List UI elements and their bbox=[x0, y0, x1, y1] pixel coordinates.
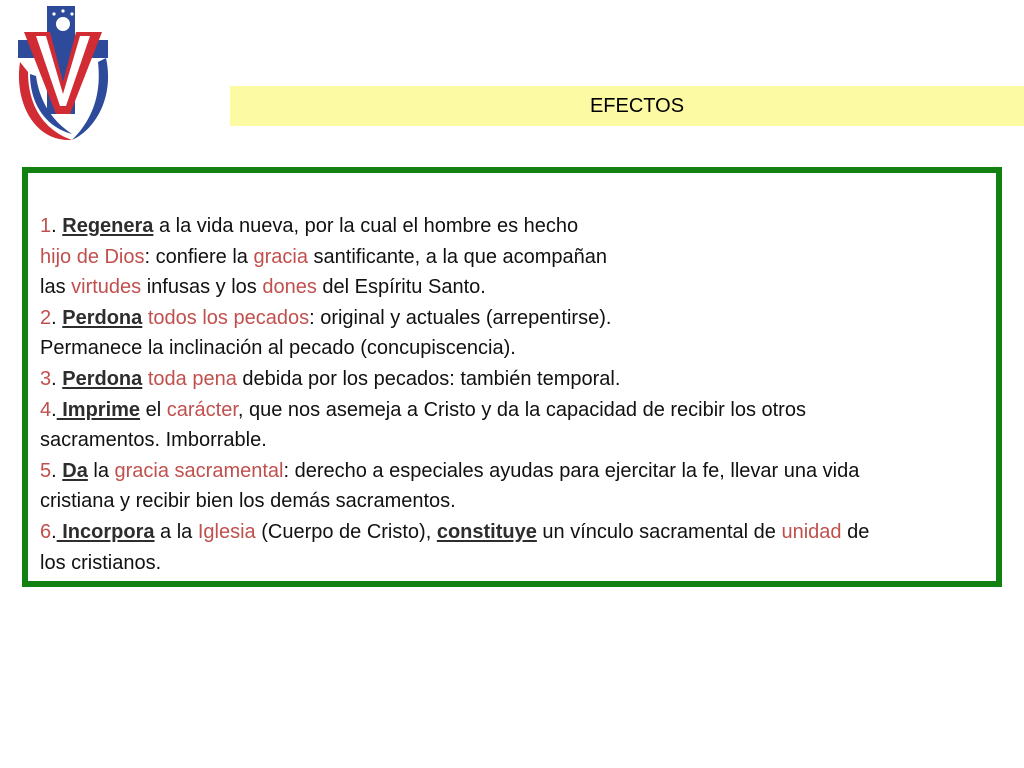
highlight: todos los pecados bbox=[147, 306, 310, 329]
title-bar bbox=[230, 86, 1024, 126]
item-number: 6 bbox=[40, 520, 52, 543]
keyword: Imprime bbox=[56, 398, 141, 421]
item-number: 2 bbox=[40, 306, 52, 329]
highlight: unidad bbox=[781, 520, 842, 543]
diocesan-shield-icon bbox=[14, 2, 112, 150]
list-item-1-line-2: hijo de Dios: confiere la gracia santificante, a la que acompañan bbox=[40, 245, 608, 268]
highlight: virtudes bbox=[71, 276, 142, 299]
highlight: carácter bbox=[166, 398, 238, 421]
content-frame bbox=[22, 167, 1002, 587]
keyword: Perdona bbox=[62, 306, 143, 329]
keyword: constituye bbox=[436, 520, 537, 543]
list-item-1-line-3: las virtudes infusas y los dones del Espíritu Santo. bbox=[40, 276, 486, 299]
highlight: gracia sacramental bbox=[114, 459, 284, 482]
item-number: 1 bbox=[40, 215, 52, 237]
effects-list bbox=[40, 211, 998, 578]
list-item-2-line-1: 2. Perdona todos los pecados: original y actuales (arrepentirse). bbox=[40, 306, 612, 329]
list-item-4-line-1: 4. Imprime el carácter, que nos asemeja a Cristo y da la capacidad de recibir los otros bbox=[40, 398, 806, 421]
keyword: Regenera bbox=[62, 215, 154, 237]
keyword: Incorpora bbox=[56, 520, 155, 543]
highlight: dones bbox=[262, 276, 317, 299]
list-item-5-line-2: cristiana y recibir bien los demás sacramentos. bbox=[40, 490, 456, 513]
item-number: 3 bbox=[40, 367, 52, 390]
list-item-4-line-2: sacramentos. Imborrable. bbox=[40, 429, 267, 452]
list-item-3-line-1: 3. Perdona toda pena debida por los pecados: también temporal. bbox=[40, 367, 621, 390]
item-number: 4 bbox=[40, 398, 52, 421]
keyword: Perdona bbox=[62, 367, 143, 390]
diocesan-logo bbox=[14, 2, 112, 150]
highlight: hijo de Dios bbox=[40, 245, 145, 268]
highlight: Iglesia bbox=[197, 520, 256, 543]
page-title: EFECTOS bbox=[589, 95, 685, 117]
list-item-1-line-1: 1. Regenera a la vida nueva, por la cual el hombre es hecho bbox=[40, 215, 579, 237]
keyword: Da bbox=[62, 459, 88, 482]
list-item-6-line-1: 6. Incorpora a la Iglesia (Cuerpo de Cristo), constituye un vínculo sacramental de unidad de bbox=[40, 520, 870, 543]
list-item-6-line-2: los cristianos. bbox=[40, 551, 162, 574]
list-item-2-line-2: Permanece la inclinación al pecado (concupiscencia). bbox=[40, 337, 516, 360]
list-item-5-line-1: 5. Da la gracia sacramental: derecho a especiales ayudas para ejercitar la fe, llevar una vida bbox=[40, 459, 860, 482]
item-number: 5 bbox=[40, 459, 52, 482]
highlight: gracia bbox=[253, 245, 308, 268]
highlight: toda pena bbox=[147, 367, 237, 390]
